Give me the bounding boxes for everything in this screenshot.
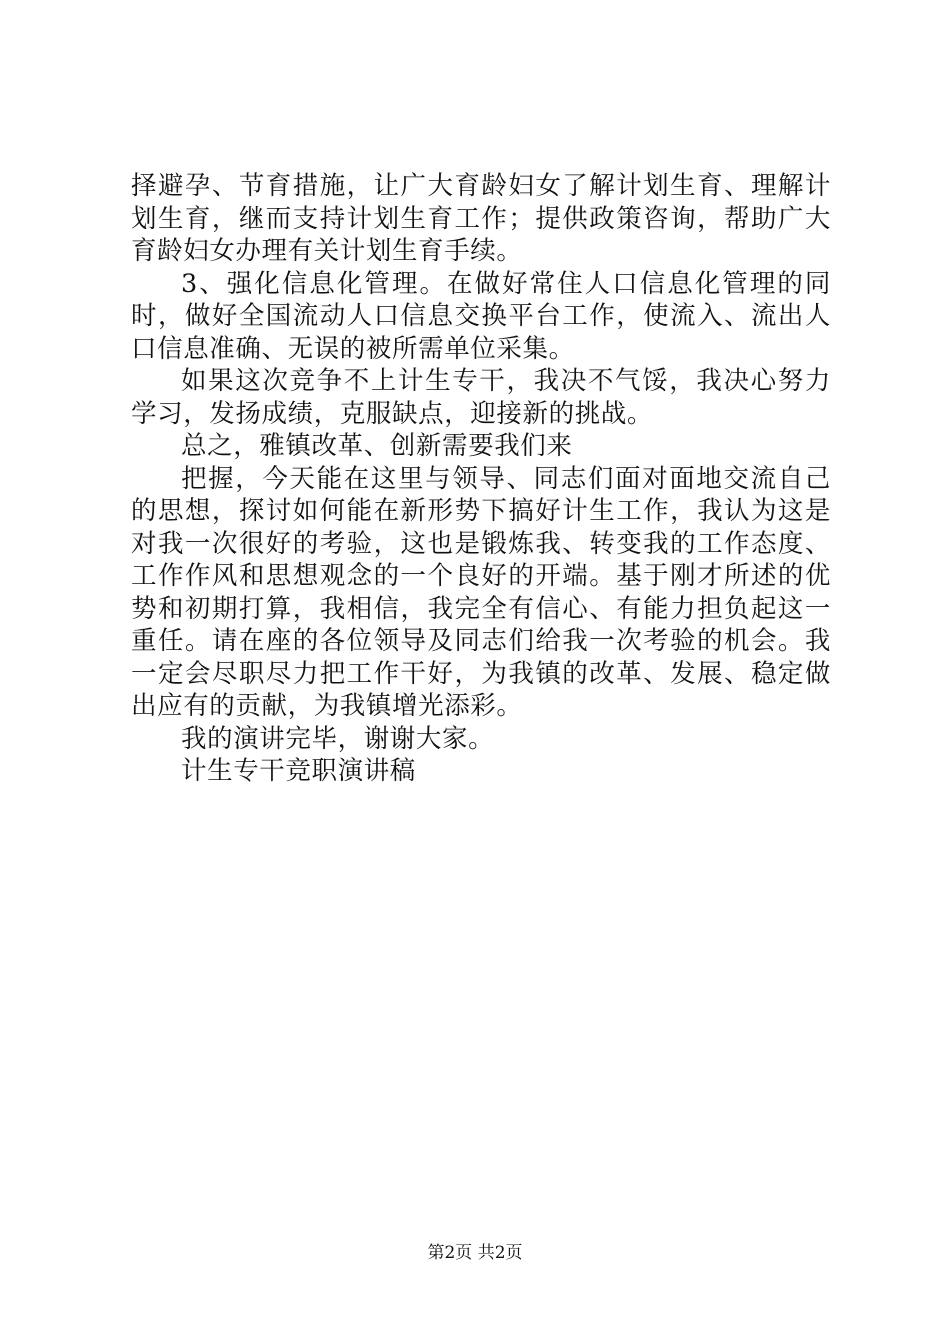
paragraph-in-conclusion: 总之，雅镇改革、创新需要我们来 bbox=[181, 431, 573, 461]
page-number-footer: 第2页 共2页 bbox=[427, 1243, 523, 1263]
paragraph-grasp-opportunity: 把握，今天能在这里与领导、同志们面对面地交流自己的思想，探讨如何能在新形势下搞好计生工作，我认为这是对我一次很好的考验，这也是锻炼我、转变我的工作态度、工作作风和思想观念的一个良好的开端。基于刚才所述的优势和初期打算，我相信，我完全有信心、有能力担负起这一重任。请在座的各位领导及同志们给我一次考验的机会。我一定会尽职尽力把工作干好，为我镇的改革、发展、稳定做出应有的贡献，为我镇增光添彩。 bbox=[131, 463, 831, 721]
document-body bbox=[131, 170, 831, 788]
paragraph-information-management: 3、强化信息化管理。在做好常住人口信息化管理的同时，做好全国流动人口信息交换平台工作，使流入、流出人口信息准确、无误的被所需单位采集。 bbox=[131, 268, 831, 364]
paragraph-contraception-services: 择避孕、节育措施，让广大育龄妇女了解计划生育、理解计划生育，继而支持计划生育工作；提供政策咨询，帮助广大育龄妇女办理有关计划生育手续。 bbox=[131, 171, 831, 266]
paragraph-closing-thanks: 我的演讲完毕，谢谢大家。 bbox=[181, 723, 495, 754]
paragraph-if-not-selected: 如果这次竞争不上计生专干，我决不气馁，我决心努力学习，发扬成绩，克服缺点，迎接新的挑战。 bbox=[131, 366, 831, 429]
paragraph-speech-title: 计生专干竞职演讲稿 bbox=[181, 756, 416, 786]
